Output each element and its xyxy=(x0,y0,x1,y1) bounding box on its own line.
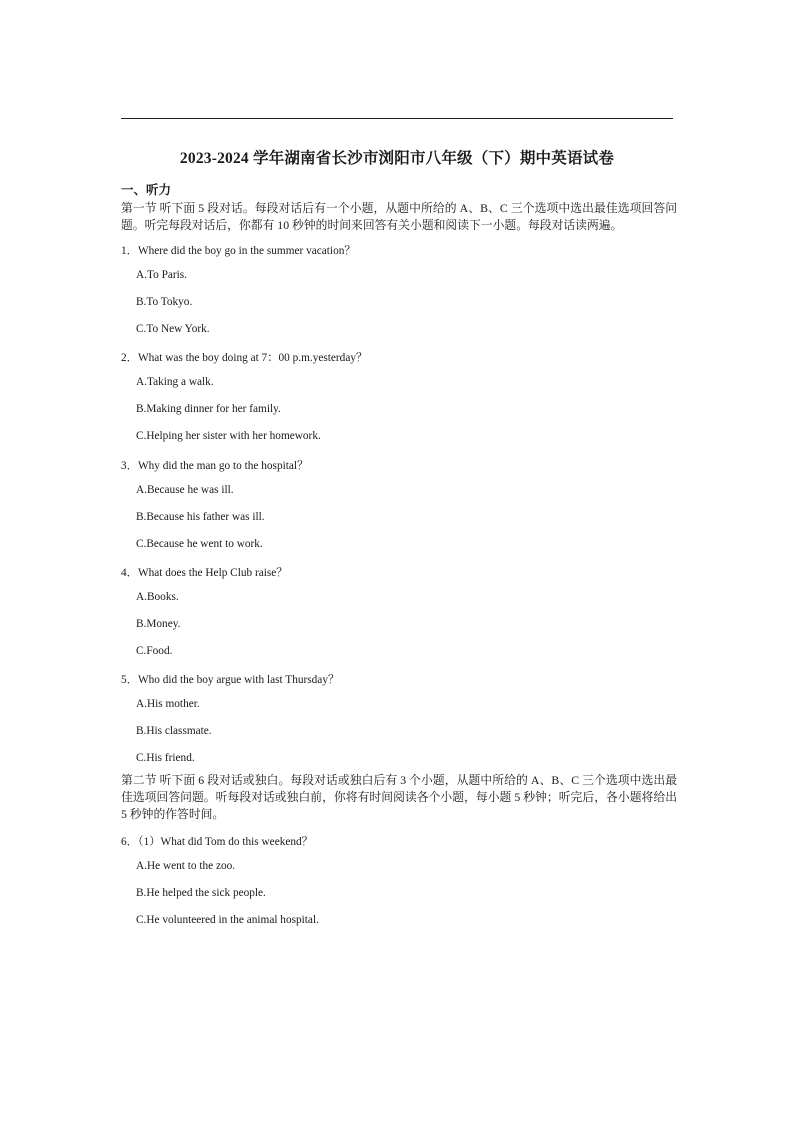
question-2-option-a: A.Taking a walk. xyxy=(136,376,214,388)
question-3-option-c: C.Because he went to work. xyxy=(136,538,263,550)
question-4-stem: 4．What does the Help Club raise？ xyxy=(121,567,288,579)
section-heading-listening: 一、听力 xyxy=(121,183,172,197)
question-6-option-a: A.He went to the zoo. xyxy=(136,860,236,872)
question-1-option-a: A.To Paris. xyxy=(136,269,187,281)
question-6-option-c: C.He volunteered in the animal hospital. xyxy=(136,914,319,926)
header-rule xyxy=(121,118,673,119)
question-1-stem: 1．Where did the boy go in the summer vacation？ xyxy=(121,245,356,257)
question-2-stem: 2．What was the boy doing at 7：00 p.m.yesterday？ xyxy=(121,352,368,364)
question-2-option-b: B.Making dinner for her family. xyxy=(136,403,281,415)
question-1-option-c: C.To New York. xyxy=(136,323,210,335)
exam-title: 2023-2024 学年湖南省长沙市浏阳市八年级（下）期中英语试卷 xyxy=(179,150,615,167)
question-4-option-a: A.Books. xyxy=(136,591,179,603)
question-3-option-a: A.Because he was ill. xyxy=(136,484,234,496)
question-5-option-a: A.His mother. xyxy=(136,698,200,710)
question-3-stem: 3．Why did the man go to the hospital？ xyxy=(121,460,309,472)
question-1-option-b: B.To Tokyo. xyxy=(136,296,193,308)
question-6-stem: 6．（1）What did Tom do this weekend？ xyxy=(121,836,313,848)
question-4-option-c: C.Food. xyxy=(136,645,173,657)
question-5-option-b: B.His classmate. xyxy=(136,725,212,737)
question-2-option-c: C.Helping her sister with her homework. xyxy=(136,430,321,442)
question-5-stem: 5．Who did the boy argue with last Thursday？ xyxy=(121,674,340,686)
question-6-option-b: B.He helped the sick people. xyxy=(136,887,266,899)
part-one-instructions: 第一节 听下面 5 段对话。每段对话后有一个小题，从题中所给的 A、B、C 三个选项中选出最佳选项回答问题。听完每段对话后，你都有 10 秒钟的时间来回答有关小题和阅读下一小题。每段对话读两遍。 xyxy=(121,201,677,232)
part-two-instructions: 第二节 听下面 6 段对话或独白。每段对话或独白后有 3 个小题，从题中所给的 A、B、C 三个选项中选出最佳选项回答问题。听每段对话或独白前，你将有时间阅读各个小题，每小题 5 秒钟；听完后，各小题将给出 5 秒钟的作答时间。 xyxy=(121,773,677,821)
question-4-option-b: B.Money. xyxy=(136,618,181,630)
question-5-option-c: C.His friend. xyxy=(136,752,195,764)
question-3-option-b: B.Because his father was ill. xyxy=(136,511,265,523)
